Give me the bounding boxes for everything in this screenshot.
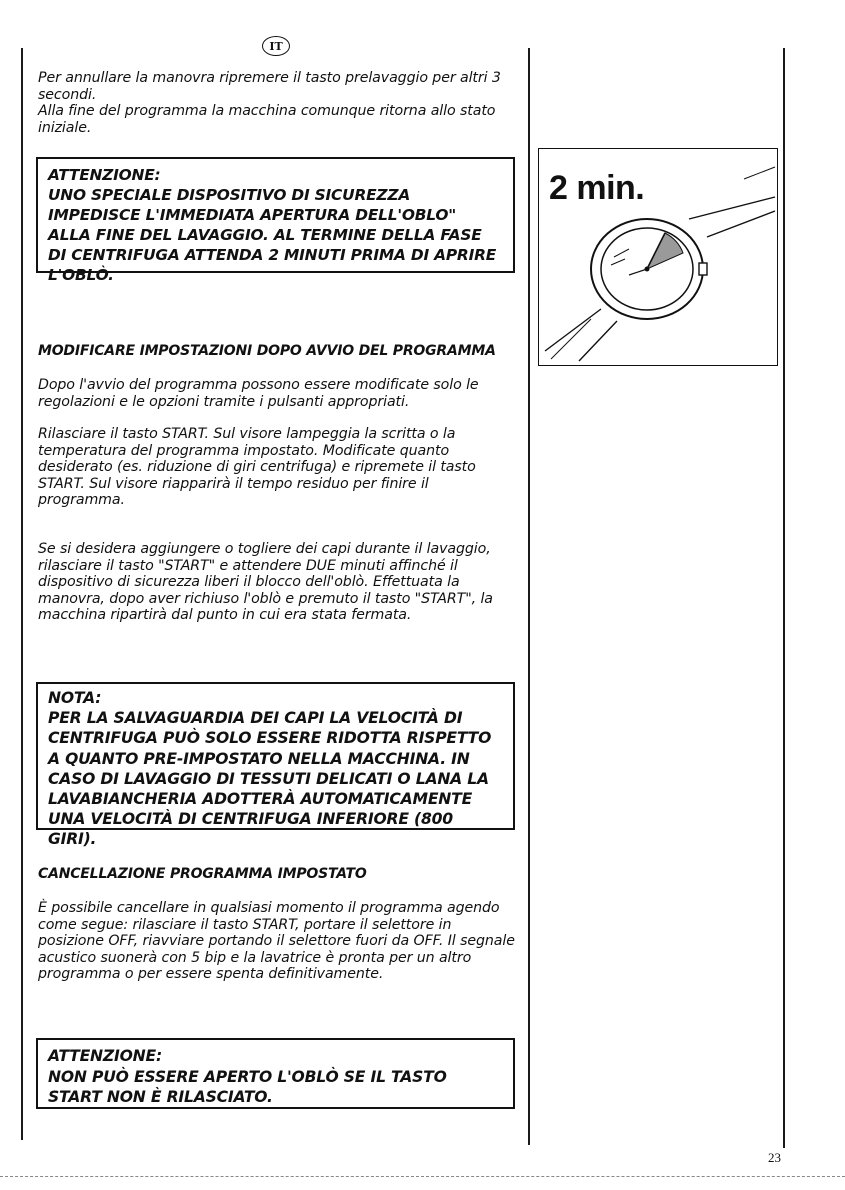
note-box-spin-speed — [36, 682, 515, 849]
left-margin-rule — [21, 48, 23, 1140]
modify-paragraph-2: Rilasciare il tasto START. Sul visore lampeggia la scritta o la temperatura del programma impostato. Modificate quanto desiderato (es. riduzione di giri centrifuga) e ripremete il tasto START. Sul visore riapparirà il tempo residuo per finire il programma. — [38, 426, 476, 509]
door-delay-illustration — [538, 148, 778, 366]
note-body: PER LA SALVAGUARDIA DEI CAPI LA VELOCITÀ DI CENTRIFUGA PUÒ SOLO ESSERE RIDOTTA RISPETTO A QUANTO PRE-IMPOSTATO NELLA MACCHINA. IN CASO DI LAVAGGIO DI TESSUTI DELICATI O LANA LA LAVABIANCHERIA ADOTTERÀ AUTOMATICAMENTE UNA VELOCITÀ DI CENTRIFUGA INFERIORE (800 GIRI). — [48, 709, 492, 849]
page-number: 23 — [768, 1150, 781, 1165]
cancel-paragraph: È possibile cancellare in qualsiasi momento il programma agendo come segue: rilasciare il tasto START, portare il selettore in posizione OFF, riavviare portando il selettore fuori da OFF. Il segnale acustico suonerà con 5 bip e la lavatrice è pronta per un altro programma o per essere spenta definitivamente. — [38, 900, 515, 983]
modify-paragraph-1: Dopo l'avvio del programma possono essere modificate solo le regolazioni e le opzioni tramite i pulsanti appropriati. — [38, 377, 479, 410]
warning-title: ATTENZIONE: — [48, 166, 161, 184]
figure-label: 2 min. — [549, 169, 645, 207]
warning-title: ATTENZIONE: — [48, 1047, 163, 1065]
warning-box-start-button — [36, 1038, 515, 1109]
modify-paragraph-3: Se si desidera aggiungere o togliere dei capi durante il lavaggio, rilasciare il tasto "START" e attendere DUE minuti affinché il dispositivo di sicurezza liberi il blocco dell'oblò. Effettuata la manovra, dopo aver richiuso l'oblò e premuto il tasto "START", la macchina ripartirà dal punto in cui era stata fermata. — [38, 541, 493, 624]
column-divider-rule — [528, 48, 530, 1145]
note-title: NOTA: — [48, 689, 102, 707]
language-badge: IT — [262, 36, 290, 56]
warning-box-door-delay — [36, 157, 515, 284]
warning-body: NON PUÒ ESSERE APERTO L'OBLÒ SE IL TASTO START NON È RILASCIATO. — [48, 1067, 447, 1106]
footer-divider — [0, 1176, 845, 1177]
intro-paragraph: Per annullare la manovra ripremere il tasto prelavaggio per altri 3 secondi. Alla fine del programma la macchina comunque ritorna allo stato iniziale. — [38, 70, 501, 136]
right-margin-rule — [783, 48, 785, 1148]
warning-body: UNO SPECIALE DISPOSITIVO DI SICUREZZA IMPEDISCE L'IMMEDIATA APERTURA DELL'OBLO" ALLA FINE DEL LAVAGGIO. AL TERMINE DELLA FASE DI CENTRIFUGA ATTENDA 2 MINUTI PRIMA DI APRIRE L'OBLÒ. — [48, 186, 497, 284]
wristwatch-icon — [539, 149, 779, 367]
section-heading-modify: MODIFICARE IMPOSTAZIONI DOPO AVVIO DEL PROGRAMMA — [38, 343, 496, 359]
section-heading-cancel: CANCELLAZIONE PROGRAMMA IMPOSTATO — [38, 866, 367, 882]
